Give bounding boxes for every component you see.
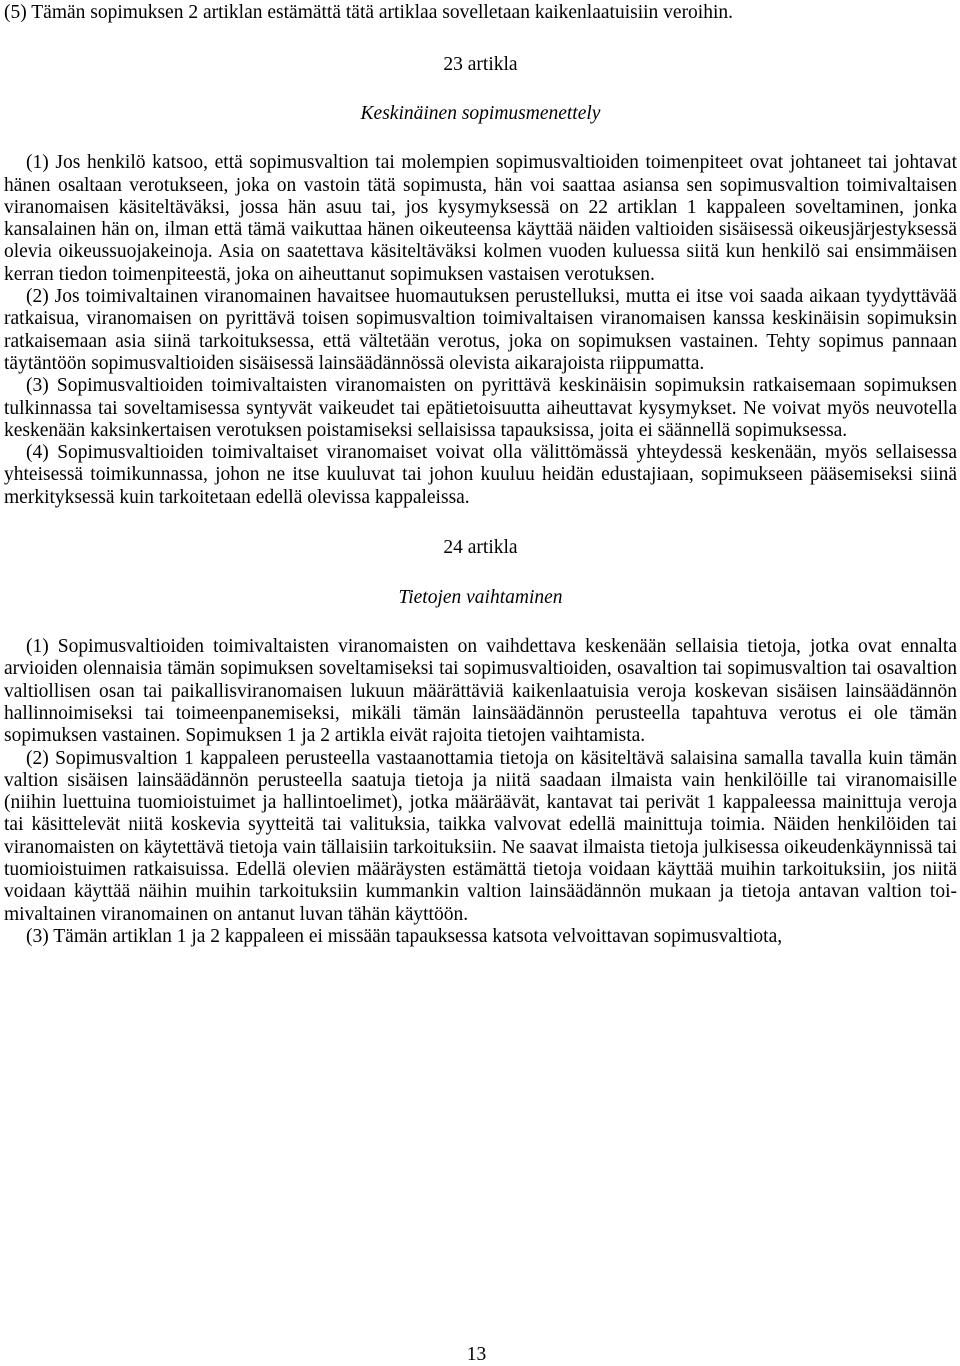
paragraph-5: (5) Tämän sopimuksen 2 artiklan estämättä tätä artiklaa sovelletaan kaikenlaatuisiin veroihin.: [4, 2, 734, 23]
article-23-title: Keskinäinen sopimusmenettely: [360, 103, 601, 125]
article-24-paragraph-2: (2) Sopimusvaltion 1 kappaleen perusteella vastaanottamia tietoja on käsiteltävä salaisina samalla tavalla kuin tämän valtion sisäisen lainsäädännön perusteella saatuja tietoja ja niitä saadaan ilmaista vain henkilöille tai viranomaisille (niihin luettuina tuomioistuimet ja hallintoelimet), jotka määräävät, kantavat tai perivät 1 kappaleessa mainittuja veroja tai käsittelevät niitä koskevia syytteitä tai valituksia, taikka valvovat edellä mainittuja toimia. Näiden henkilöiden tai viranomaisten on käytettävä tietoja vain tällaisiin tarkoituksiin. Ne saavat ilmaista tietoja julkisessa oikeudenkäynnissä tai tuomioistuimen ratkaisuissa. Edellä olevien määräysten estämättä tietoja voidaan käyttää muihin tarkoituksiin, jos niitä voidaan käyttää näihin muihin tarkoituksiin kummankin valtion lainsäädännön mukaan ja tietoja antavan valtion toimivaltainen viranomainen on antanut luvan tähän käyttöön.: [4, 747, 957, 925]
document-page: [4, 2, 957, 948]
article-23-paragraph-1: (1) Jos henkilö katsoo, että sopimusvaltion tai molempien sopimusvaltioiden toimenpiteet ovat johtaneet tai johtavat hänen osaltaan verotukseen, joka on vastoin tätä sopimusta, hän voi saattaa asiansa sen sopimusvaltion toimivaltaisen viranomaisen käsiteltäväksi, jossa hän asuu tai, jos kysymyksessä on 22 artiklan 1 kappaleen soveltaminen, jonka kansalainen hän on, ilman että tämä vaikuttaa hänen oikeuteensa käyttää näiden valtioiden sisäisessä oikeusjärjestyksessä olevia oikeussuojakeinoja. Asia on saatettava käsiteltäväksi kolmen vuoden kuluessa siitä kun henkilö sai ensimmäisen kerran tiedon toimenpiteestä, joka on aiheuttanut sopimuksen vastaisen verotuksen.: [4, 152, 957, 285]
article-24-number: 24 artikla: [443, 537, 518, 559]
article-23-paragraph-2: (2) Jos toimivaltainen viranomainen havaitsee huomautuksen perustelluksi, mutta ei itse voi saada aikaan tyydyttävää ratkaisua, viranomaisen on pyrittävä toisen sopimusvaltion toimivaltaisen viranomaisen kanssa keskinäisin sopimuksin ratkaisemaan asia siinä tarkoituksessa, että vältetään verotus, joka on sopimuksen vastainen. Tehty sopimus pannaan täytäntöön sopimusvaltioiden sisäisessä lainsäädännössä olevista aikarajoista riippumatta.: [4, 286, 957, 374]
article-24-paragraph-1: (1) Sopimusvaltioiden toimivaltaisten viranomaisten on vaihdettava keskenään sellaisia tietoja, jotka ovat ennalta arvioiden olennaisia tämän sopimuksen soveltamiseksi tai sopimusvaltioiden, osavaltion tai sopimusvaltion tai osavaltion valtiollisen osan tai paikallisviranomaisen lukuun määrättäviä kaikenlaatuisia veroja koskevan sisäisen lainsäädännön hallinnoimiseksi tai toimeenpanemiseksi, mikäli tämän lainsäädännön perusteella tapahtuva verotus ei ole tämän sopimuksen vastainen. Sopimuksen 1 ja 2 artikla eivät rajoita tietojen vaihtamista.: [4, 636, 957, 747]
article-24-paragraph-3: (3) Tämän artiklan 1 ja 2 kappaleen ei missään tapauksessa katsota velvoittavan sopimusvaltiota,: [26, 925, 783, 947]
article-23-number: 23 artikla: [443, 54, 518, 76]
article-23-body: [4, 152, 957, 509]
article-24-title: Tietojen vaihtaminen: [398, 587, 563, 609]
article-23-paragraph-4: (4) Sopimusvaltioiden toimivaltaiset viranomaiset voivat olla välittömässä yhteydessä keskenään, myös sellaisessa yhteisessä toimikunnassa, johon ne itse kuuluvat tai johon kuuluu heidän edustajiaan, sopimukseen pääsemiseksi siinä merkityksessä kuin tarkoitetaan edellä olevissa kappaleissa.: [4, 442, 957, 508]
page-number: 13: [466, 1344, 487, 1365]
article-23-paragraph-3: (3) Sopimusvaltioiden toimivaltaisten viranomaisten on pyrittävä keskinäisin sopimuksin ratkaisemaan sopimuksen tulkinnassa tai soveltamisessa syntyvät vaikeudet tai epätietoisuutta aiheuttavat kysymykset. Ne voivat myös neuvotella keskenään kaksinkertaisen verotuksen poistamiseksi sellaisissa tapauksissa, joita ei säännellä sopimuksessa.: [4, 375, 957, 441]
article-24-body: [4, 636, 957, 948]
